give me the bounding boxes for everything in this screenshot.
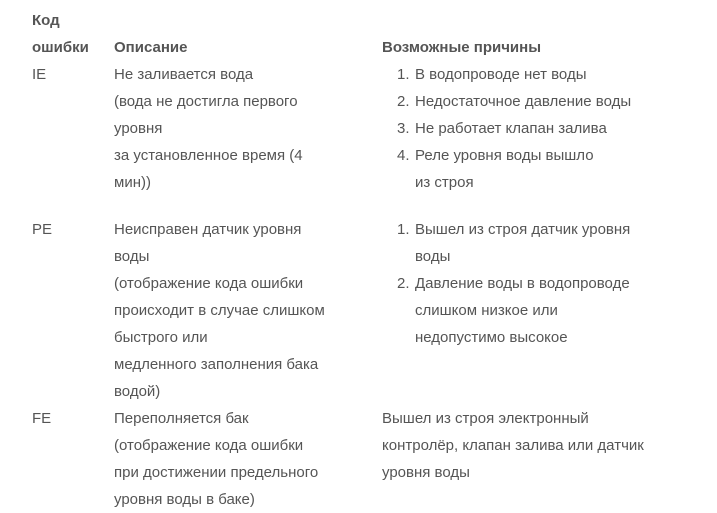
row-causes-ie: [382, 61, 717, 196]
cause-item: [397, 216, 717, 243]
row-code-fe: FE: [32, 410, 52, 427]
header-code-line: Код: [32, 12, 60, 29]
cause-text: В водопроводе нет воды: [415, 66, 587, 83]
cause-item: [397, 270, 717, 297]
description-line: (отображение кода ошибки: [114, 437, 304, 454]
description-line: Переполняется бак: [114, 410, 249, 427]
description-line: медленного заполнения бака: [114, 356, 319, 373]
cause-text-continued: из строя: [415, 174, 474, 191]
description-line: (отображение кода ошибки: [114, 275, 304, 292]
cause-text: контролёр, клапан залива или датчик: [382, 437, 644, 454]
cause-number: 2.: [397, 93, 410, 110]
description-line: воды: [114, 248, 150, 265]
row-code-ie: IE: [32, 66, 47, 83]
cause-number: 1.: [397, 221, 410, 238]
row-description-ie: [114, 61, 374, 196]
description-line: быстрого или: [114, 329, 208, 346]
row-causes-pe: [382, 216, 717, 351]
description-line: уровня: [114, 120, 163, 137]
cause-text: уровня воды: [382, 464, 470, 481]
description-line: уровня воды в баке): [114, 491, 255, 508]
cause-text: Не работает клапан залива: [415, 120, 607, 137]
row-description-pe: [114, 216, 374, 405]
description-line: Не заливается вода: [114, 66, 254, 83]
description-line: мин)): [114, 174, 151, 191]
row-code-pe: PE: [32, 221, 53, 238]
cause-number: 2.: [397, 275, 410, 292]
cause-number: 3.: [397, 120, 410, 137]
cause-text-continued: воды: [415, 248, 451, 265]
description-line: водой): [114, 383, 161, 400]
cause-item: [397, 142, 717, 169]
cause-item: [397, 115, 717, 142]
row-description-fe: [114, 405, 374, 513]
cause-text: Вышел из строя электронный: [382, 410, 589, 427]
cause-text: Давление воды в водопроводе: [415, 275, 630, 292]
header-code: [32, 7, 112, 61]
cause-item: [397, 61, 717, 88]
cause-text-continued: слишком низкое или: [415, 302, 558, 319]
cause-text: Недостаточное давление воды: [415, 93, 632, 110]
row-causes-fe: [382, 405, 712, 486]
cause-text-continued: недопустимо высокое: [415, 329, 568, 346]
cause-number: 4.: [397, 147, 410, 164]
description-line: (вода не достигла первого: [114, 93, 298, 110]
cause-text: Реле уровня воды вышло: [415, 147, 594, 164]
cause-item: [397, 88, 717, 115]
cause-number: 1.: [397, 66, 410, 83]
header-code-line: ошибки: [32, 39, 89, 56]
header-causes: Возможные причины: [382, 39, 542, 56]
header-description: Описание: [114, 39, 188, 56]
description-line: Неисправен датчик уровня: [114, 221, 302, 238]
description-line: за установленное время (4: [114, 147, 303, 164]
description-line: при достижении предельного: [114, 464, 319, 481]
description-line: происходит в случае слишком: [114, 302, 325, 319]
cause-text: Вышел из строя датчик уровня: [415, 221, 631, 238]
